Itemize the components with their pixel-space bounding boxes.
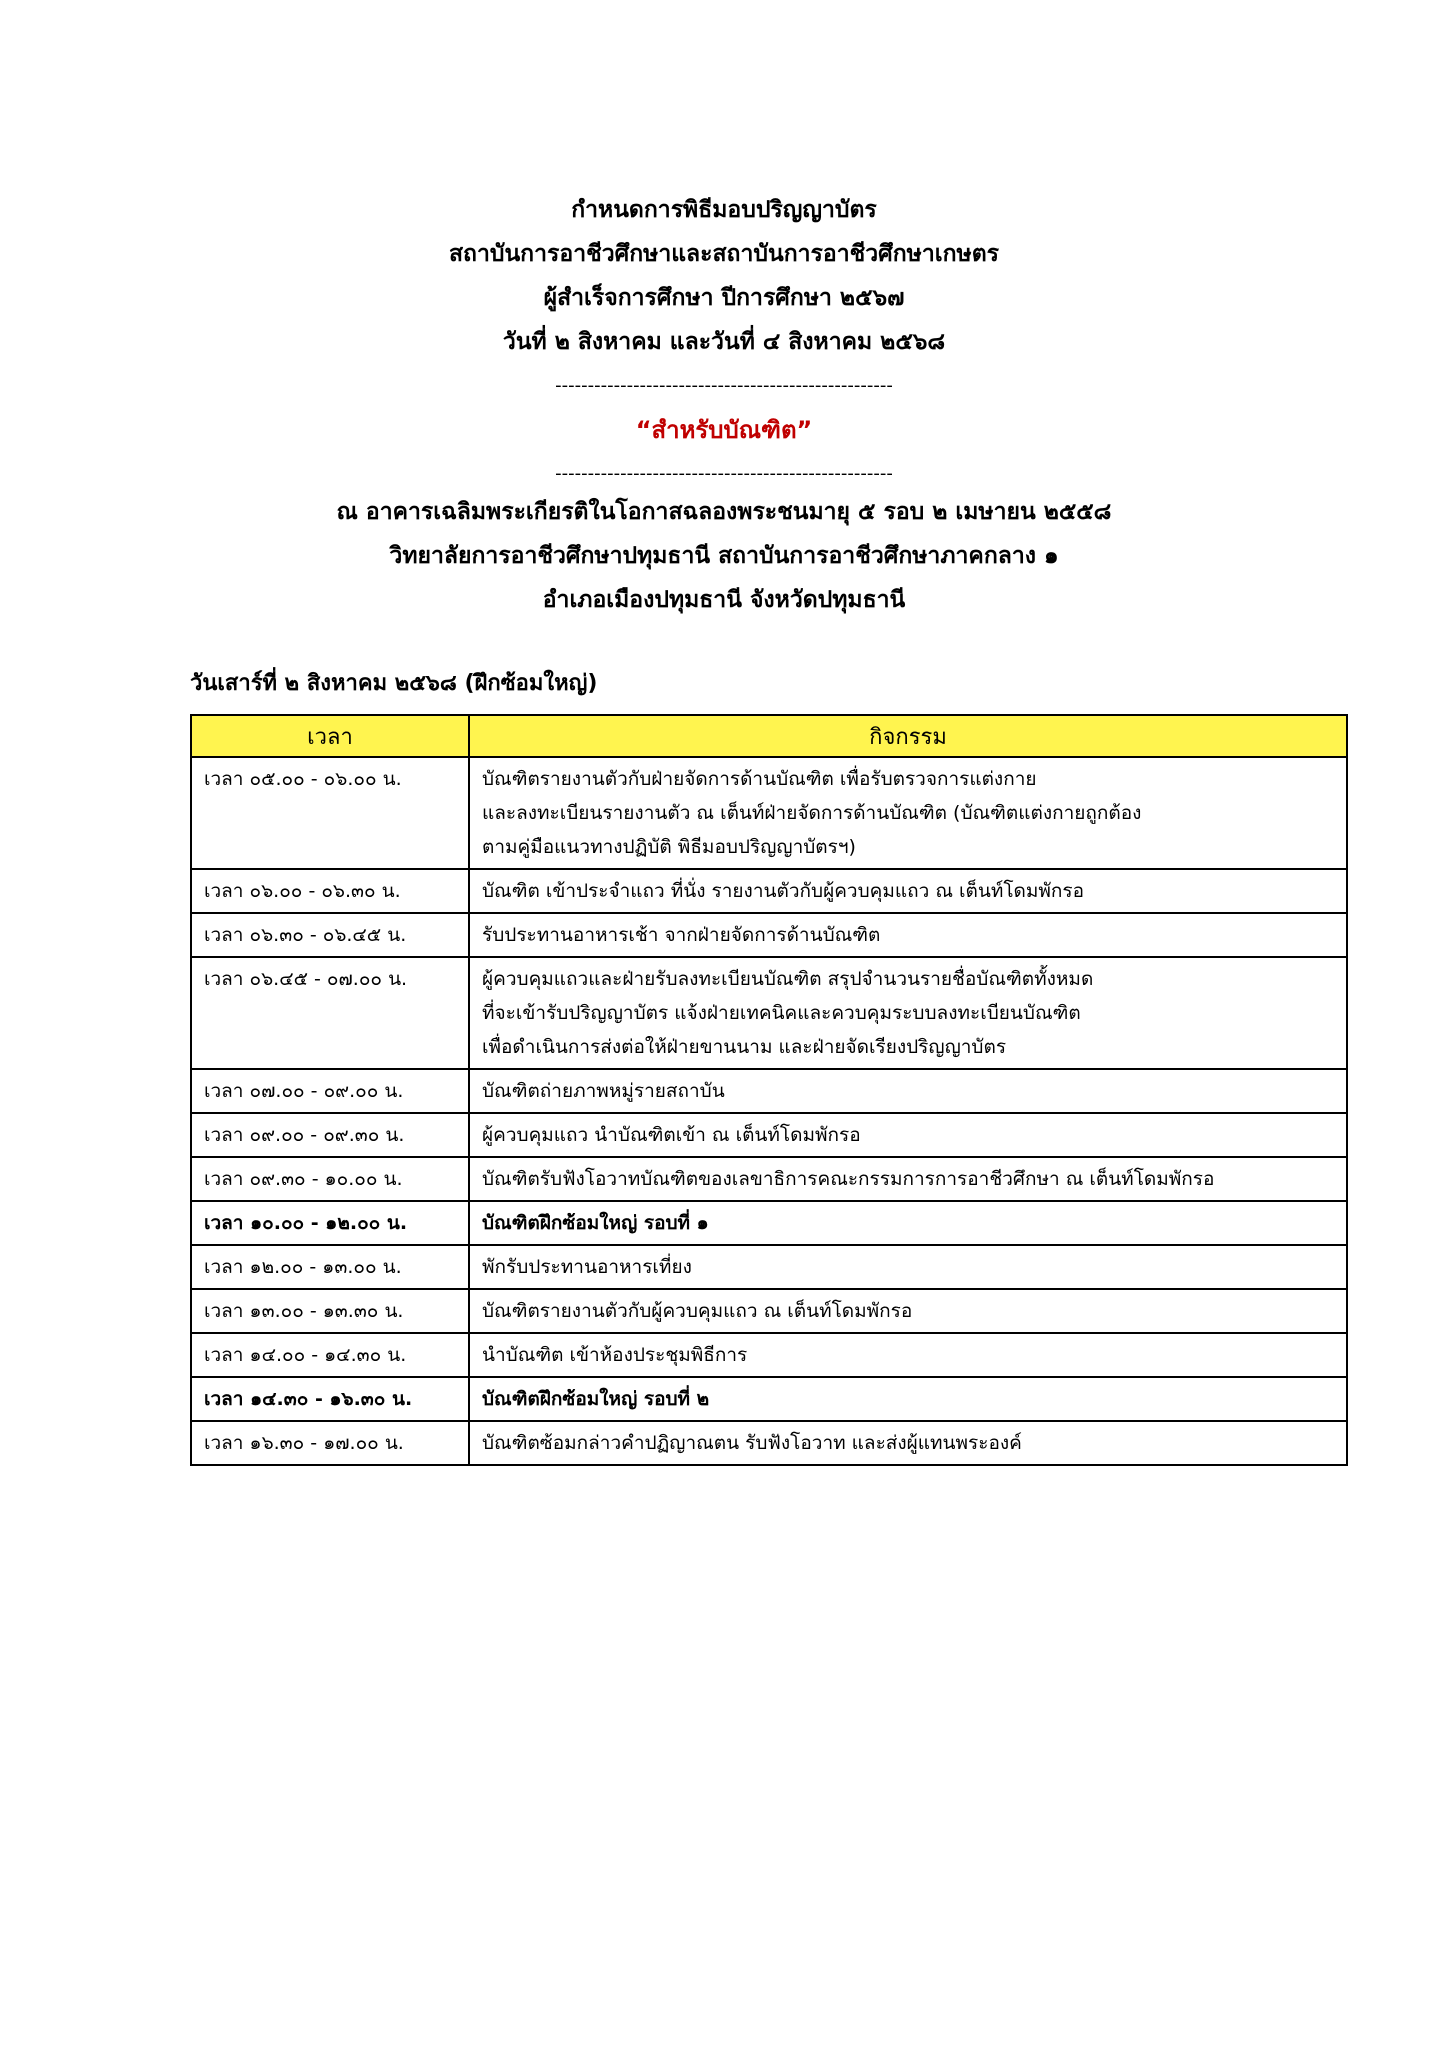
time-cell: เวลา ๑๓.๐๐ - ๑๓.๓๐ น. [191,1289,469,1333]
activity-line: ผู้ควบคุมแถว นำบัณฑิตเข้า ณ เต็นท์โดมพักรอ [482,1124,861,1146]
activity-line: พักรับประทานอาหารเที่ยง [482,1256,692,1278]
time-cell: เวลา ๐๙.๓๐ - ๑๐.๐๐ น. [191,1157,469,1201]
time-cell: เวลา ๐๕.๐๐ - ๐๖.๐๐ น. [191,757,469,869]
activity-cell [469,957,1347,1069]
venue-building: ณ อาคารเฉลิมพระเกียรติในโอกาสฉลองพระชนมายุ ๕ รอบ ๒ เมษายน ๒๕๕๘ [336,499,1112,525]
activity-cell [469,1421,1347,1465]
time-cell: เวลา ๑๖.๓๐ - ๑๗.๐๐ น. [191,1421,469,1465]
table-row [191,957,1347,1069]
table-header-row [191,715,1347,757]
table-row [191,869,1347,913]
activity-line: ที่จะเข้ารับปริญญาบัตร แจ้งฝ่ายเทคนิคและควบคุมระบบลงทะเบียนบัณฑิต [482,1002,1081,1024]
activity-line: ตามคู่มือแนวทางปฏิบัติ พิธีมอบปริญญาบัตรฯ) [482,836,856,858]
table-row [191,1289,1347,1333]
document-header [0,188,1448,496]
activity-cell [469,1377,1347,1421]
table-row [191,757,1347,869]
activity-line: เพื่อดำเนินการส่งต่อให้ฝ่ายขานนาม และฝ่ายจัดเรียงปริญญาบัตร [482,1036,1007,1058]
activity-line: บัณฑิตรายงานตัวกับผู้ควบคุมแถว ณ เต็นท์โดมพักรอ [482,1300,913,1322]
divider-top: ---------------------------------------------------- [555,375,893,396]
activity-cell [469,869,1347,913]
activity-cell [469,913,1347,957]
schedule-body [191,757,1347,1465]
table-row [191,1113,1347,1157]
activity-line: และลงทะเบียนรายงานตัว ณ เต็นท์ฝ่ายจัดการด้านบัณฑิต (บัณฑิตแต่งกายถูกต้อง [482,802,1142,824]
activity-line: บัณฑิตถ่ายภาพหมู่รายสถาบัน [482,1080,725,1102]
time-cell: เวลา ๐๗.๐๐ - ๐๙.๐๐ น. [191,1069,469,1113]
header-activity: กิจกรรม [469,715,1347,757]
activity-cell [469,757,1347,869]
table-row [191,1201,1347,1245]
table-row [191,1069,1347,1113]
activity-line: บัณฑิต เข้าประจำแถว ที่นั่ง รายงานตัวกับผู้ควบคุมแถว ณ เต็นท์โดมพักรอ [482,880,1085,902]
table-row [191,913,1347,957]
time-cell: เวลา ๐๖.๓๐ - ๐๖.๔๕ น. [191,913,469,957]
table-row [191,1421,1347,1465]
activity-line: นำบัณฑิต เข้าห้องประชุมพิธีการ [482,1344,748,1366]
table-row [191,1377,1347,1421]
time-cell: เวลา ๑๒.๐๐ - ๑๓.๐๐ น. [191,1245,469,1289]
activity-cell [469,1289,1347,1333]
venue-district: อำเภอเมืองปทุมธานี จังหวัดปทุมธานี [542,587,906,613]
time-cell: เวลา ๑๔.๐๐ - ๑๔.๓๐ น. [191,1333,469,1377]
activity-line: รับประทานอาหารเช้า จากฝ่ายจัดการด้านบัณฑิต [482,924,881,946]
activity-cell [469,1069,1347,1113]
venue-block [0,490,1448,622]
table-row [191,1157,1347,1201]
doc-dates: วันที่ ๒ สิงหาคม และวันที่ ๔ สิงหาคม ๒๕๖๘ [502,329,946,355]
activity-cell [469,1333,1347,1377]
venue-college: วิทยาลัยการอาชีวศึกษาปทุมธานี สถาบันการอาชีวศึกษาภาคกลาง ๑ [389,543,1059,569]
time-cell: เวลา ๐๖.๐๐ - ๐๖.๓๐ น. [191,869,469,913]
doc-subtitle: “สำหรับบัณฑิต” [635,416,813,444]
table-row [191,1333,1347,1377]
doc-graduates-year: ผู้สำเร็จการศึกษา ปีการศึกษา ๒๕๖๗ [543,285,905,311]
activity-cell [469,1245,1347,1289]
activity-line: บัณฑิตฝึกซ้อมใหญ่ รอบที่ ๑ [482,1212,709,1234]
header-time: เวลา [191,715,469,757]
activity-cell [469,1201,1347,1245]
divider-bottom: ---------------------------------------------------- [555,463,893,484]
activity-line: บัณฑิตฝึกซ้อมใหญ่ รอบที่ ๒ [482,1388,710,1410]
activity-line: บัณฑิตซ้อมกล่าวคำปฏิญาณตน รับฟังโอวาท และส่งผู้แทนพระองค์ [482,1432,1022,1454]
time-cell: เวลา ๑๐.๐๐ - ๑๒.๐๐ น. [191,1201,469,1245]
activity-cell [469,1157,1347,1201]
time-cell: เวลา ๐๙.๐๐ - ๐๙.๓๐ น. [191,1113,469,1157]
activity-cell [469,1113,1347,1157]
day-heading: วันเสาร์ที่ ๒ สิงหาคม ๒๕๖๘ (ฝึกซ้อมใหญ่) [190,671,598,696]
activity-line: บัณฑิตรายงานตัวกับฝ่ายจัดการด้านบัณฑิต เพื่อรับตรวจการแต่งกาย [482,768,1037,790]
doc-institutions: สถาบันการอาชีวศึกษาและสถาบันการอาชีวศึกษาเกษตร [448,241,999,267]
activity-line: ผู้ควบคุมแถวและฝ่ายรับลงทะเบียนบัณฑิต สรุปจำนวนรายชื่อบัณฑิตทั้งหมด [482,968,1094,990]
doc-title: กำหนดการพิธีมอบปริญญาบัตร [571,197,877,223]
time-cell: เวลา ๑๔.๓๐ - ๑๖.๓๐ น. [191,1377,469,1421]
activity-line: บัณฑิตรับฟังโอวาทบัณฑิตของเลขาธิการคณะกรรมการการอาชีวศึกษา ณ เต็นท์โดมพักรอ [482,1168,1215,1190]
time-cell: เวลา ๐๖.๔๕ - ๐๗.๐๐ น. [191,957,469,1069]
table-row [191,1245,1347,1289]
schedule-table [190,714,1348,1466]
